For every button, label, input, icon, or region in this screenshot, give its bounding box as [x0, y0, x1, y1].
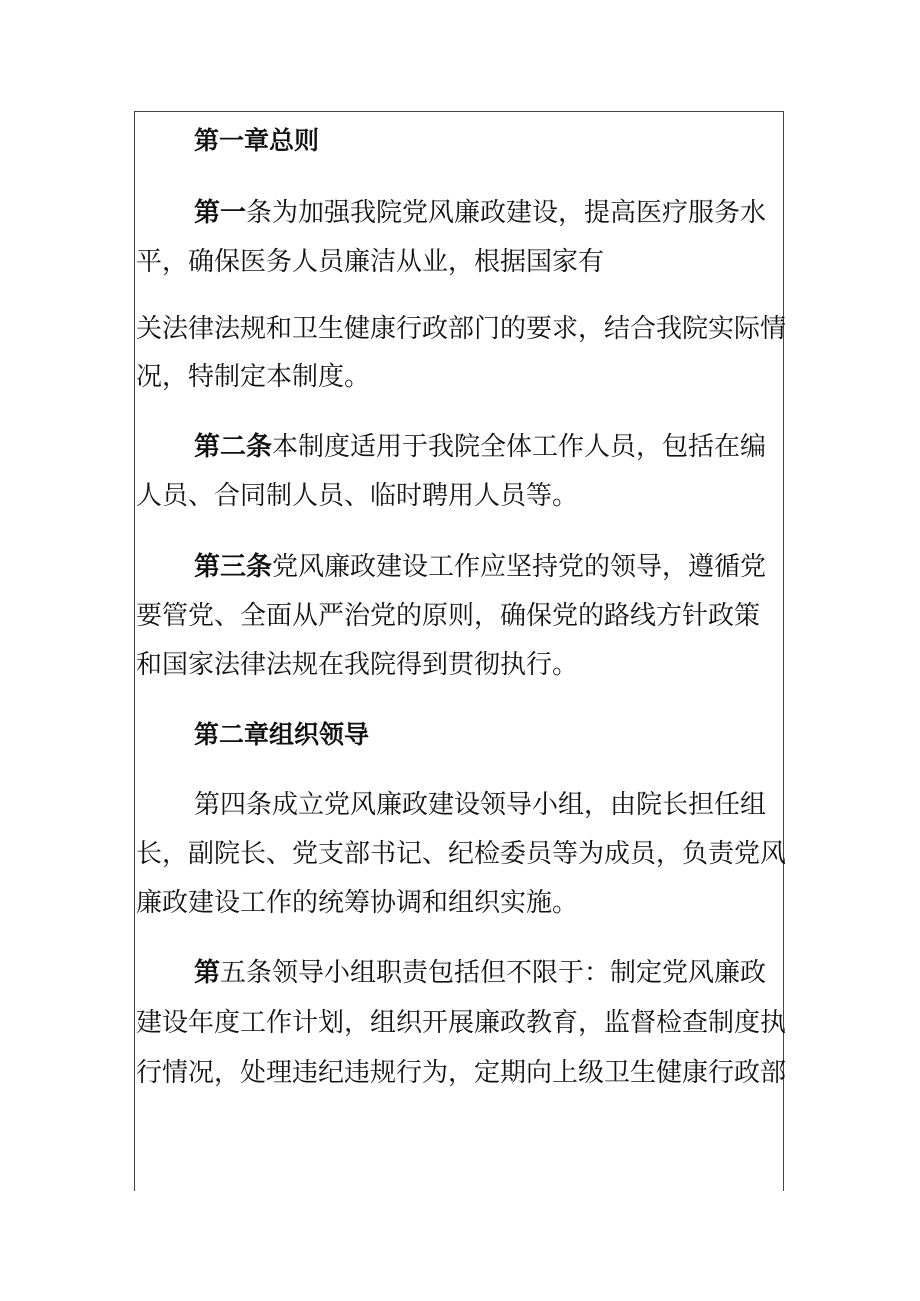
article-2-line-1: [194, 432, 784, 462]
article-1-text-1: 条为加强我院党风廉政建设，提高医疗服务水: [246, 198, 767, 228]
article-1-line-3: 关法律法规和卫生健康行政部门的要求，结合我院实际情: [136, 314, 787, 344]
chapter-2-heading: 第二章组织领导: [194, 720, 370, 749]
article-5-line-2: 建设年度工作计划，组织开展廉政教育，监督检查制度执: [136, 1008, 787, 1038]
article-1-line-1: [194, 198, 784, 228]
article-2-line-2: 人员、合同制人员、临时聘用人员等。: [136, 481, 579, 511]
article-1-line-2: 平，确保医务人员廉洁从业，根据国家有: [136, 247, 605, 277]
article-5-text-1: 五条领导小组职责包括但不限于：制定党风廉政: [220, 958, 767, 988]
article-1-label: 第一: [194, 198, 247, 228]
article-5-line-1: [194, 958, 784, 988]
article-4-line-2: 长，副院长、党支部书记、纪检委员等为成员，负责党风: [136, 839, 787, 869]
article-2-label: 第二条: [194, 432, 273, 462]
article-3-text-1: 党风廉政建设工作应坚持党的领导，遵循党: [272, 552, 767, 582]
article-1-line-4: 况，特制定本制度。: [136, 362, 371, 392]
article-2-text-1: 本制度适用于我院全体工作人员，包括在编: [272, 432, 767, 462]
article-4-line-3: 廉政建设工作的统筹协调和组织实施。: [136, 888, 579, 918]
article-5-line-3: 行情况，处理违纪违规行为，定期向上级卫生健康行政部: [136, 1058, 787, 1088]
article-3-line-3: 和国家法律法规在我院得到贯彻执行。: [136, 650, 579, 680]
article-3-label: 第三条: [194, 552, 273, 582]
article-3-line-2: 要管党、全面从严治党的原则，确保党的路线方针政策: [136, 601, 761, 631]
article-4-line-1: 第四条成立党风廉政建设领导小组，由院长担任组: [194, 790, 767, 820]
article-3-line-1: [194, 552, 784, 582]
chapter-1-heading: 第一章总则: [194, 126, 320, 155]
article-5-label: 第: [194, 958, 221, 988]
